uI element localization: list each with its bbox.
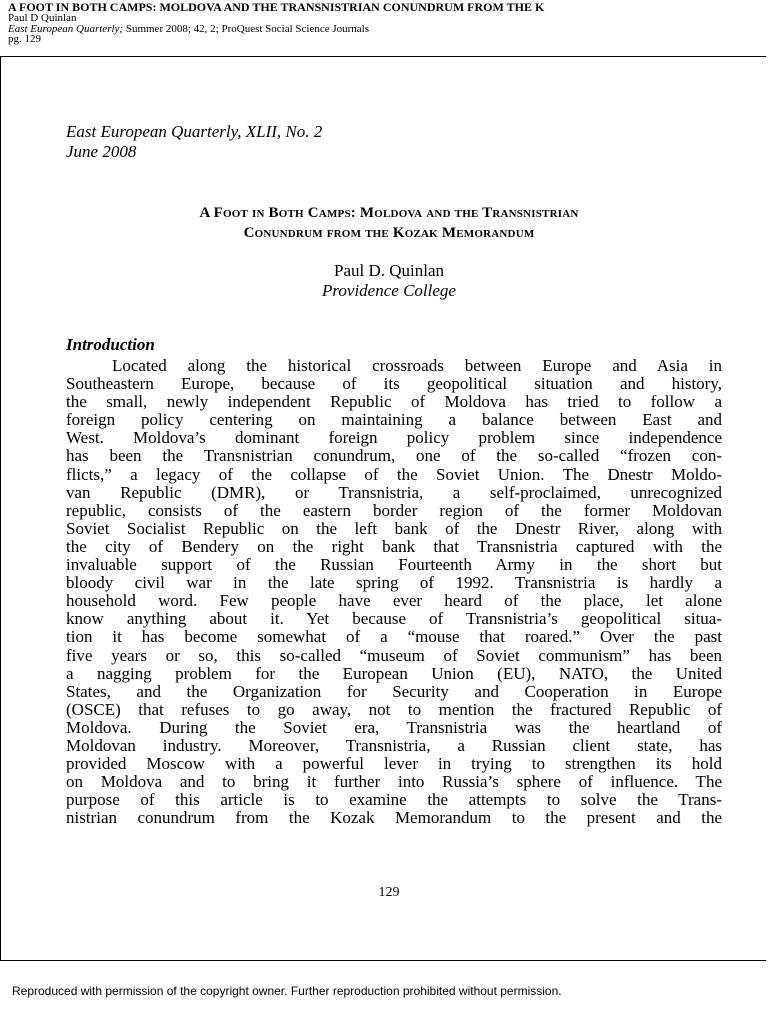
paragraph-line: Moldova. During the Soviet era, Transnistria was the heartland of — [66, 717, 722, 737]
author-affiliation: Providence College — [322, 281, 456, 300]
journal-heading — [66, 122, 322, 162]
paragraph-line: a nagging problem for the European Union (EU), NATO, the United — [66, 663, 722, 683]
citation-source — [8, 24, 768, 35]
article-title-line-1: A Foot in Both Camps: Moldova and the Transnistrian — [199, 205, 579, 221]
paragraph-line: republic, consists of the eastern border region of the former Moldovan — [66, 500, 722, 520]
journal-date: June 2008 — [66, 142, 137, 161]
paragraph-line: Moldovan industry. Moreover, Transnistria, a Russian client state, has — [66, 735, 722, 755]
paragraph-line: Located along the historical crossroads between Europe and Asia in — [112, 356, 722, 375]
article-title-line-2: Conundrum from the Kozak Memorandum — [243, 225, 535, 241]
paragraph-line: household word. Few people have ever heard of the place, let alone — [66, 591, 722, 611]
citation-page: pg. 129 — [8, 33, 41, 45]
citation-title: A FOOT IN BOTH CAMPS: MOLDOVA AND THE TRANSNISTRIAN CONUNDRUM FROM THE K — [8, 1, 545, 14]
paragraph-line: (OSCE) that refuses to go away, not to mention the fractured Republic of — [66, 699, 722, 719]
paragraph-line: provided Moscow with a powerful lever in trying to strengthen its hold — [66, 754, 722, 774]
paragraph-line: West. Moldova’s dominant foreign policy problem since independence — [66, 428, 722, 448]
paragraph-line: on Moldova and to bring it further into Russia’s sphere of influence. The — [66, 772, 722, 792]
paragraph-line: foreign policy centering on maintaining a balance between East and — [66, 410, 722, 430]
paragraph-line: has been the Transnistrian conundrum, one of the so-called “frozen con- — [66, 446, 722, 466]
author-block — [66, 261, 712, 301]
citation-header — [8, 1, 768, 45]
copyright-footer: Reproduced with permission of the copyright owner. Further reproduction prohibited without permission. — [12, 984, 562, 998]
article-title — [66, 203, 712, 243]
paragraph-line: States, and the Organization for Security and Cooperation in Europe — [66, 681, 722, 701]
paragraph-line: Soviet Socialist Republic on the left bank of the Dnestr River, along with — [66, 518, 722, 538]
paragraph-line: flicts,” a legacy of the collapse of the Soviet Union. The Dnestr Moldo- — [66, 464, 722, 484]
citation-journal: East European Quarterly; — [8, 22, 124, 35]
paragraph-line: the city of Bendery on the right bank that Transnistria captured with the — [66, 536, 722, 556]
citation-source-detail: Summer 2008; 42, 2; ProQuest Social Science Journals — [123, 22, 370, 35]
author-name: Paul D. Quinlan — [333, 261, 445, 280]
section-heading: Introduction — [66, 335, 155, 354]
citation-author: Paul D Quinlan — [8, 12, 77, 24]
paragraph-line: the small, newly independent Republic of Moldova has tried to follow a — [66, 392, 722, 412]
page-number: 129 — [378, 885, 400, 900]
paragraph-line: invaluable support of the Russian Fourteenth Army in the short but — [66, 555, 722, 575]
paragraph-line: Southeastern Europe, because of its geopolitical situation and history, — [66, 374, 722, 394]
paragraph-line: van Republic (DMR), or Transnistria, a self-proclaimed, unrecognized — [66, 482, 722, 502]
body-paragraph — [66, 357, 722, 827]
paragraph-line: tion it has become somewhat of a “mouse that roared.” Over the past — [66, 627, 722, 647]
paragraph-line: bloody civil war in the late spring of 1992. Transnistria is hardly a — [66, 573, 722, 593]
journal-volume: East European Quarterly, XLII, No. 2 — [66, 122, 323, 141]
paragraph-line: nistrian conundrum from the Kozak Memorandum to the present and the — [66, 808, 722, 828]
paragraph-line: know anything about it. Yet because of Transnistria’s geopolitical situa- — [66, 609, 722, 629]
paragraph-line: five years or so, this so-called “museum of Soviet communism” has been — [66, 645, 722, 665]
paragraph-line: purpose of this article is to examine the attempts to solve the Trans- — [66, 790, 722, 810]
